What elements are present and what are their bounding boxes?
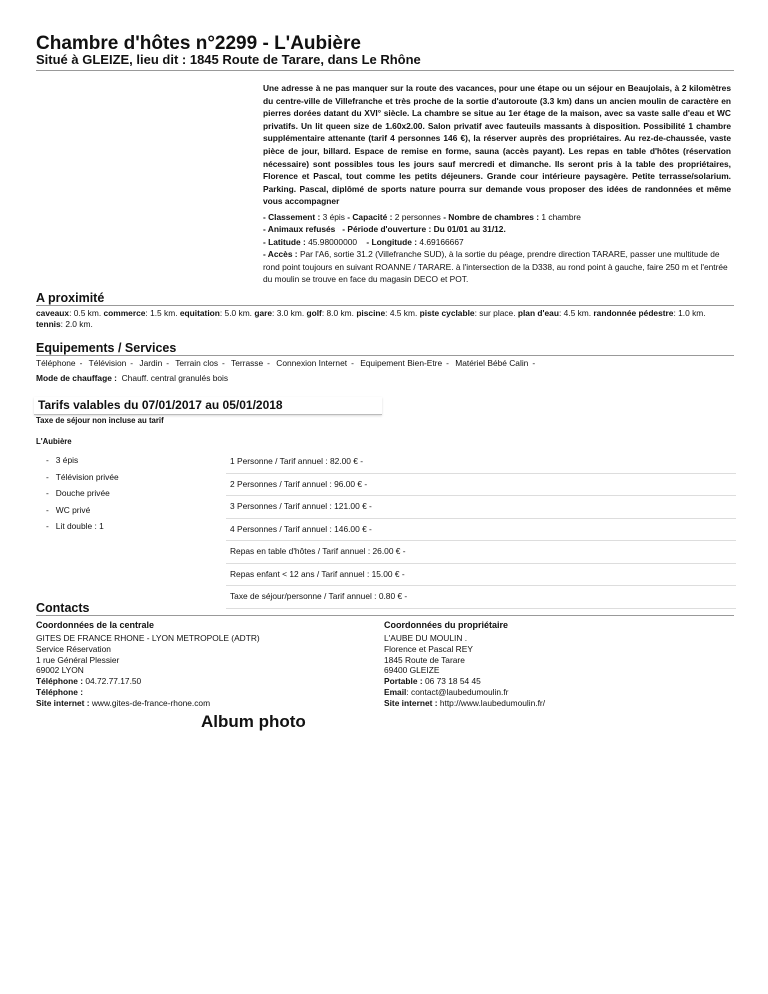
equipement-item: Connexion Internet bbox=[276, 358, 348, 368]
info-block bbox=[263, 211, 731, 285]
prox-value: : 4.5 km. bbox=[385, 308, 418, 318]
site-label: Site internet : bbox=[384, 697, 438, 708]
portable-value[interactable]: 06 73 18 54 45 bbox=[424, 676, 481, 687]
amenity-item: - Télévision privée bbox=[46, 469, 119, 486]
contacts-divider bbox=[36, 615, 734, 616]
proximite-divider bbox=[36, 305, 734, 306]
equipement-item: Equipement Bien-Etre bbox=[360, 358, 443, 368]
prox-label: piscine bbox=[356, 308, 386, 318]
prox-label: gare bbox=[254, 308, 273, 318]
chauffage-value: Chauff. central granulés bois bbox=[121, 373, 229, 383]
info-line-3 bbox=[263, 236, 731, 248]
prox-value: : 5.0 km. bbox=[219, 308, 253, 318]
lodging-name: L'Aubière bbox=[36, 437, 72, 446]
price-row: 2 Personnes / Tarif annuel : 96.00 € - bbox=[226, 474, 736, 497]
chauffage-label: Mode de chauffage : bbox=[36, 373, 117, 383]
page-title: Chambre d'hôtes n°2299 - L'Aubière bbox=[36, 33, 361, 54]
acces-label: - Accès : bbox=[263, 249, 298, 260]
price-row: Repas en table d'hôtes / Tarif annuel : 26.00 € - bbox=[226, 541, 736, 564]
amenities-list bbox=[46, 452, 119, 535]
proprietaire-email bbox=[384, 687, 545, 698]
price-row: 3 Personnes / Tarif annuel : 121.00 € - bbox=[226, 496, 736, 519]
equipement-item: Télévision bbox=[88, 358, 127, 368]
equipements-divider bbox=[36, 355, 734, 356]
info-line-2 bbox=[263, 223, 731, 235]
amenity-item: - Douche privée bbox=[46, 485, 119, 502]
centrale-details bbox=[36, 633, 260, 709]
longitude-label: - Longitude : bbox=[366, 236, 418, 247]
proprietaire-line: 69400 GLEIZE bbox=[384, 665, 440, 676]
proprietaire-line: 1845 Route de Tarare bbox=[384, 654, 465, 665]
equipement-item: Jardin bbox=[139, 358, 163, 368]
acces-value: Par l'A6, sortie 31.2 (Villefranche SUD), à la sortie du péage, prendre direction TARARE, passer une multitude de rond point toujours en suivant ROANNE / TARARE. à l'intersection de la D338, au rond point à gauche, faire 250 m et l'entrée du moulin se trouve en face du magasin DECO et POT. bbox=[263, 249, 728, 285]
contacts-title: Contacts bbox=[36, 601, 90, 615]
classement-label: - Classement : bbox=[263, 212, 321, 222]
chauffage-line bbox=[36, 373, 228, 383]
album-title: Album photo bbox=[201, 712, 306, 731]
proprietaire-site bbox=[384, 698, 545, 709]
proximite-list bbox=[36, 308, 734, 329]
amenity-item: - 3 épis bbox=[46, 452, 119, 469]
equipements-list: Téléphone - Télévision - Jardin - Terrain clos - Terrasse - Connexion Internet - Equipement Bien-Etre - Matériel Bébé Calin - bbox=[36, 358, 536, 368]
price-row: 1 Personne / Tarif annuel : 82.00 € - bbox=[226, 451, 736, 474]
capacite-label: - Capacité : bbox=[347, 212, 393, 222]
prox-value: : 1.5 km. bbox=[145, 308, 178, 318]
phone-value[interactable]: 04.72.77.17.50 bbox=[85, 676, 142, 687]
phone-label: Téléphone : bbox=[36, 686, 83, 697]
prox-value: : 0.5 km. bbox=[69, 308, 102, 318]
prox-value: : 8.0 km. bbox=[321, 308, 354, 318]
chambres-value: 1 chambre bbox=[541, 212, 581, 222]
equipement-item: Terrasse bbox=[231, 358, 264, 368]
proximite-title: A proximité bbox=[36, 291, 105, 305]
amenity-item: - Lit double : 1 bbox=[46, 518, 119, 535]
email-label: Email bbox=[384, 686, 407, 697]
email-link[interactable]: : contact@laubedumoulin.fr bbox=[406, 686, 509, 697]
price-row: 4 Personnes / Tarif annuel : 146.00 € - bbox=[226, 519, 736, 542]
prox-value: : 3.0 km. bbox=[272, 308, 305, 318]
latitude-value: 45.98000000 bbox=[308, 236, 358, 247]
price-row: Repas enfant < 12 ans / Tarif annuel : 15.00 € - bbox=[226, 564, 736, 587]
phone-label: Téléphone : bbox=[36, 676, 83, 687]
prox-label: piste cyclable bbox=[419, 308, 475, 318]
centrale-phone bbox=[36, 676, 260, 687]
prox-label: randonnée pédestre bbox=[593, 308, 674, 318]
centrale-line: 1 rue Général Plessier bbox=[36, 654, 120, 665]
price-table bbox=[226, 451, 736, 609]
proprietaire-name: L'AUBE DU MOULIN . bbox=[384, 633, 468, 643]
page-subtitle: Situé à GLEIZE, lieu dit : 1845 Route de Tarare, dans Le Rhône bbox=[36, 52, 421, 67]
proprietaire-details bbox=[384, 633, 545, 709]
prox-label: tennis bbox=[36, 318, 61, 329]
proprietaire-portable bbox=[384, 676, 545, 687]
classement-value: 3 épis bbox=[322, 212, 345, 222]
price-row: Taxe de séjour/personne / Tarif annuel : 0.80 € - bbox=[226, 586, 736, 609]
prox-value: : sur place. bbox=[474, 308, 516, 318]
latitude-label: - Latitude : bbox=[263, 236, 306, 247]
equipement-item: Matériel Bébé Calin bbox=[455, 358, 529, 368]
info-line-1 bbox=[263, 211, 731, 223]
prox-value: : 4.5 km. bbox=[558, 308, 592, 318]
amenity-item: - WC privé bbox=[46, 502, 119, 519]
prox-value: : 2.0 km. bbox=[60, 318, 93, 329]
site-link[interactable]: www.gites-de-france-rhone.com bbox=[91, 697, 211, 708]
prox-label: caveaux bbox=[36, 308, 70, 318]
header-divider bbox=[36, 70, 734, 71]
centrale-heading: Coordonnées de la centrale bbox=[36, 620, 155, 630]
centrale-name: GITES DE FRANCE RHONE - LYON METROPOLE (ADTR) bbox=[36, 633, 260, 643]
tax-note: Taxe de séjour non incluse au tarif bbox=[36, 416, 164, 425]
prox-value: : 1.0 km. bbox=[673, 308, 706, 318]
description-text: Une adresse à ne pas manquer sur la route des vacances, pour une étape ou un séjour en Beaujolais, à 2 kilomètres du centre-ville de Villefranche et très proche de la sortie d'autoroute (3.3 km) dans un ancien moulin de caractère en pierres dorées datant du XVI° siècle. La chambre se situe au 1er étage de la maison, avec sa vaste salle d'eau et WC privatifs. Un lit queen size de 1.60x2.00. Salon privatif avec fauteuils massants à disposition. Possibilité 1 chambre supplémentaire attenante (tarif 4 personnes 146 €), la réserver auprès des propriétaires. Au rez-de-chaussée, vaste pièce de jour, billard. Espace de remise en forme, sauna (accès payant). Les repas en table d'hôtes (réservation nécessaire) sont possibles tous les jours sauf mercredi et dimanche. Ils seront pris à la table des propriétaires, Florence et Pascal, tout comme les petits déjeuners. Grande cour intérieure paysagère. Petite terrasse/solarium. Parking. Pascal, diplômé de sports nature pourra sur demande vous proposer des idées de randonnées et même vous accompagner bbox=[263, 83, 731, 207]
prox-label: plan d'eau bbox=[517, 308, 559, 318]
tarifs-title: Tarifs valables du 07/01/2017 au 05/01/2018 bbox=[34, 397, 382, 415]
portable-label: Portable : bbox=[384, 676, 423, 687]
equipements-title: Equipements / Services bbox=[36, 341, 177, 355]
site-label: Site internet : bbox=[36, 697, 90, 708]
periode-text: - Période d'ouverture : Du 01/01 au 31/12. bbox=[342, 224, 506, 235]
prox-label: commerce bbox=[103, 308, 146, 318]
animaux-text: - Animaux refusés bbox=[263, 224, 336, 235]
prox-label: golf bbox=[306, 308, 322, 318]
longitude-value: 4.69166667 bbox=[419, 236, 464, 247]
proprietaire-line: Florence et Pascal REY bbox=[384, 643, 473, 654]
centrale-site bbox=[36, 698, 260, 709]
info-line-4 bbox=[263, 248, 731, 285]
centrale-line: 69002 LYON bbox=[36, 665, 84, 676]
centrale-phone-2 bbox=[36, 687, 260, 698]
centrale-line: Service Réservation bbox=[36, 643, 111, 654]
capacite-value: 2 personnes bbox=[394, 212, 441, 222]
equipement-item: Terrain clos bbox=[175, 358, 219, 368]
equipement-item: Téléphone bbox=[36, 358, 76, 368]
site-link[interactable]: http://www.laubedumoulin.fr/ bbox=[439, 697, 546, 708]
prox-label: equitation bbox=[179, 308, 220, 318]
chambres-label: - Nombre de chambres : bbox=[443, 212, 540, 222]
proprietaire-heading: Coordonnées du propriétaire bbox=[384, 620, 509, 630]
